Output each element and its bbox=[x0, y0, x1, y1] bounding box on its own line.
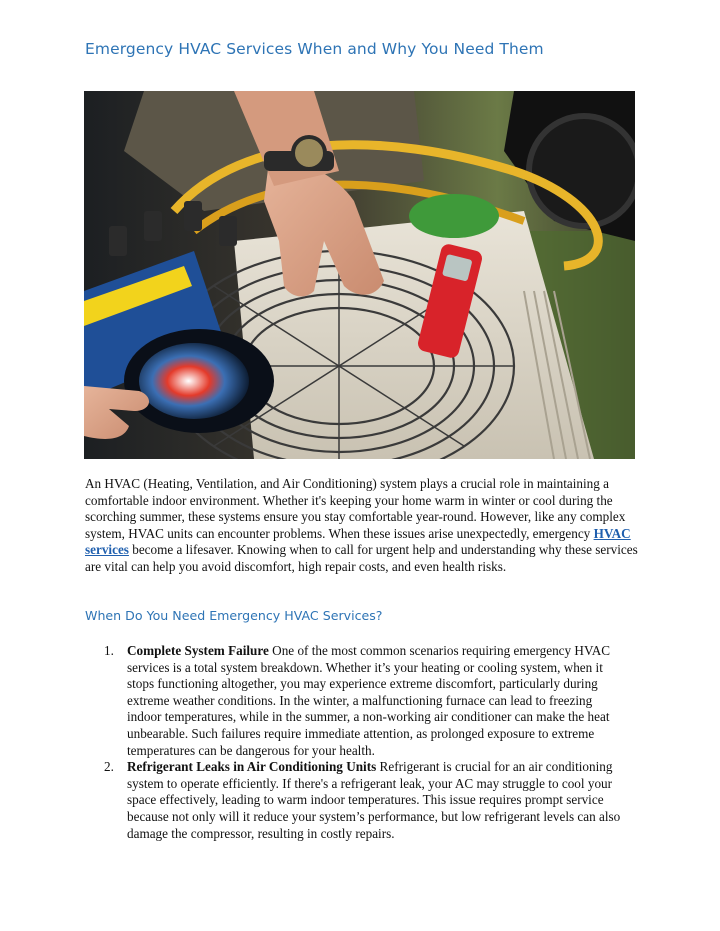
list-item-heading: Complete System Failure bbox=[127, 643, 269, 658]
intro-text-continued: become a lifesaver. Knowing when to call for urgent help and understanding why these services are vital can help you avoid discomfort, high repair costs, and even health risks. bbox=[85, 542, 638, 574]
intro-text: An HVAC (Heating, Ventilation, and Air Conditioning) system plays a crucial role in maintaining a comfortable indoor environment. Whether it's keeping your home warm in winter or cool during the scorching summer, these systems ensure you stay comfortable year-round. However, like any complex system, HVAC units can encounter problems. When these issues arise unexpectedly, emergency bbox=[85, 476, 626, 541]
list-item bbox=[104, 759, 624, 842]
list-item-number: 2. bbox=[104, 759, 114, 775]
hvac-services-link[interactable]: HVAC services bbox=[85, 525, 631, 558]
list-item bbox=[104, 643, 624, 759]
intro-paragraph bbox=[85, 476, 640, 576]
hvac-technician-photo bbox=[84, 91, 635, 459]
section-heading: When Do You Need Emergency HVAC Services? bbox=[85, 608, 383, 623]
document-title: Emergency HVAC Services When and Why You Need Them bbox=[85, 40, 544, 58]
reasons-list bbox=[104, 643, 624, 842]
list-item-heading: Refrigerant Leaks in Air Conditioning Units bbox=[127, 759, 377, 775]
list-item-text: Refrigerant is crucial for an air conditioning system to operate efficiently. If there's a refrigerant leak, your AC may struggle to cool your space effectively, leading to warm indoor temperatures. This issue requires prompt service because not only will it reduce your system’s performance, but low refrigerant levels can also damage the compressor, resulting in costly repairs. bbox=[127, 759, 621, 841]
list-item-text: One of the most common scenarios requiring emergency HVAC services is a total system breakdown. Whether it’s your heating or cooling system, when it stops functioning altogether, you may experience extreme discomfort, particularly during extreme weather conditions. In the winter, a malfunctioning furnace can lead to freezing indoor temperatures, while in the summer, a non-working air conditioner can make the heat unbearable. Such failures require immediate attention, as prolonged exposure to extreme temperatures can be dangerous for your health. bbox=[127, 643, 611, 758]
list-item-number: 1. bbox=[104, 643, 114, 658]
